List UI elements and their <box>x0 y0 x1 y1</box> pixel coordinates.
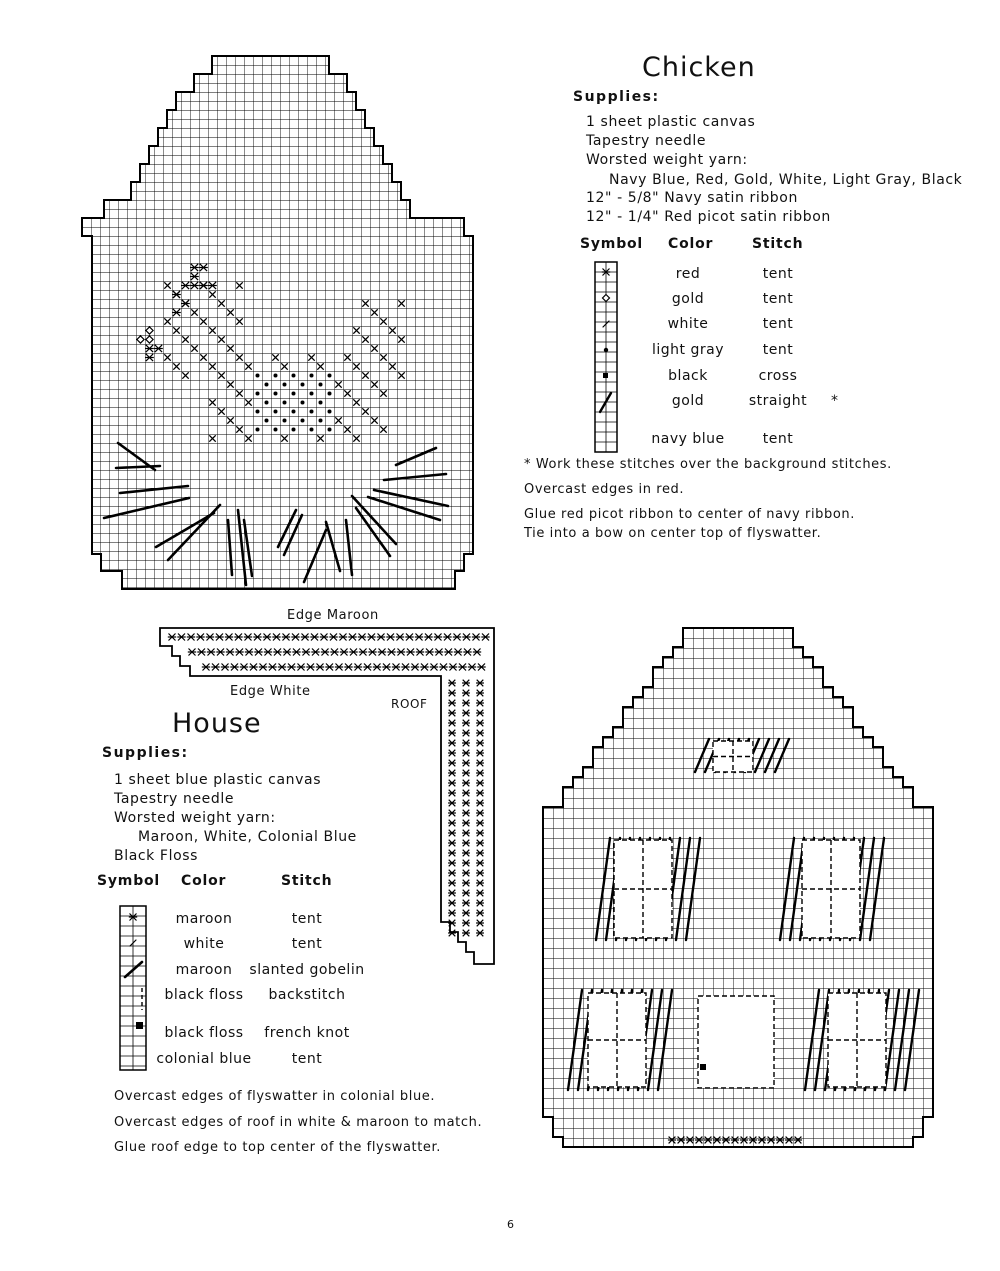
house-key-stitch: tent <box>291 1051 323 1067</box>
chicken-key-stitch: straight <box>748 393 808 409</box>
gray-stitch-dot <box>328 374 332 378</box>
chicken-key-color: light gray <box>652 342 724 358</box>
house-key-stitch: tent <box>291 911 323 927</box>
gray-stitch-dot <box>274 428 278 432</box>
chicken-note: * Work these stitches over the background stitches. <box>524 457 892 472</box>
chicken-key-stitch: tent <box>762 316 794 332</box>
page-number: 6 <box>507 1218 514 1231</box>
gray-stitch-dot <box>283 419 287 423</box>
chicken-key-stitch: tent <box>762 291 794 307</box>
house-note: Overcast edges of flyswatter in colonial blue. <box>114 1089 436 1104</box>
chicken-key-color: red <box>675 266 701 282</box>
roof-label: ROOF <box>391 697 428 711</box>
gray-stitch-dot <box>256 392 260 396</box>
house-supply-item: Maroon, White, Colonial Blue <box>138 829 357 845</box>
house-supply-item: 1 sheet blue plastic canvas <box>114 772 322 788</box>
black-cross-symbol <box>603 373 608 378</box>
gray-stitch-dot <box>301 401 305 405</box>
gray-stitch-dot <box>310 392 314 396</box>
gray-stitch-dot <box>274 410 278 414</box>
gray-stitch-dot <box>310 410 314 414</box>
house-key-color: maroon <box>175 911 233 927</box>
house-supply-item: Worsted weight yarn: <box>114 810 276 826</box>
door <box>698 996 774 1088</box>
chicken-symbol-column <box>595 262 617 452</box>
house-key-stitch: tent <box>291 936 323 952</box>
house-key-stitch: backstitch <box>268 987 346 1003</box>
gray-stitch-dot <box>292 392 296 396</box>
chicken-supply-item: 12" - 5/8" Navy satin ribbon <box>586 190 798 206</box>
window-backstitch <box>588 993 646 1087</box>
chicken-supply-item: 12" - 1/4" Red picot satin ribbon <box>586 209 831 225</box>
gray-stitch-dot <box>256 374 260 378</box>
gray-stitch-dot <box>256 428 260 432</box>
chicken-key-asterisk: * <box>831 393 839 409</box>
gray-stitch-dot <box>292 374 296 378</box>
gray-stitch-dot <box>328 428 332 432</box>
chicken-key-stitch: tent <box>762 342 794 358</box>
roof-label-edge-maroon: Edge Maroon <box>287 608 379 623</box>
gray-stitch-dot <box>319 419 323 423</box>
house-note: Glue roof edge to top center of the flyswatter. <box>114 1140 441 1155</box>
window-backstitch <box>802 840 860 938</box>
gray-stitch-dot <box>319 383 323 387</box>
gray-stitch-dot <box>283 383 287 387</box>
chicken-chart <box>82 56 473 589</box>
chicken-title: Chicken <box>642 52 756 83</box>
house-supplies-heading: Supplies: <box>102 745 189 761</box>
house-note: Overcast edges of roof in white & maroon to match. <box>114 1115 483 1130</box>
chicken-key-header-symbol: Symbol <box>580 236 644 252</box>
chicken-key-color: black <box>668 368 708 384</box>
chicken-key-stitch: tent <box>762 431 794 447</box>
gray-stitch-dot <box>274 374 278 378</box>
chicken-note: Tie into a bow on center top of flyswatter. <box>524 526 822 541</box>
door-outline <box>698 996 774 1088</box>
window-backstitch <box>713 741 753 772</box>
chicken-note: Glue red picot ribbon to center of navy ribbon. <box>524 507 855 522</box>
house-supply-item: Black Floss <box>114 848 199 864</box>
chicken-supply-item: 1 sheet plastic canvas <box>586 114 756 130</box>
house-key-stitch: slanted gobelin <box>249 962 365 978</box>
chicken-key-header-stitch: Stitch <box>752 236 804 252</box>
gray-stitch-dot <box>292 428 296 432</box>
house-key-color: colonial blue <box>156 1051 252 1067</box>
gray-stitch-dot <box>301 383 305 387</box>
gray-stitch-dot <box>265 401 269 405</box>
house-key-color: white <box>183 936 225 952</box>
chicken-supplies-heading: Supplies: <box>573 89 660 105</box>
house-key-color: black floss <box>164 1025 244 1041</box>
chicken-supply-item: Tapestry needle <box>586 133 707 149</box>
house-supply-item: Tapestry needle <box>114 791 235 807</box>
chicken-key-color: white <box>667 316 709 332</box>
house-key-color: black floss <box>164 987 244 1003</box>
gray-stitch-dot <box>292 410 296 414</box>
gray-stitch-dot <box>301 419 305 423</box>
chicken-key-stitch: cross <box>758 368 798 384</box>
window-backstitch <box>614 840 672 938</box>
gray-stitch-dot <box>265 383 269 387</box>
chicken-key-color: gold <box>671 393 705 409</box>
chicken-supply-item: Worsted weight yarn: <box>586 152 748 168</box>
window-backstitch <box>828 993 886 1087</box>
gray-stitch-dot <box>310 374 314 378</box>
house-key-header-color: Color <box>181 873 227 889</box>
gray-stitch-dot <box>328 392 332 396</box>
gray-stitch-dot <box>328 410 332 414</box>
chicken-key-header-color: Color <box>668 236 714 252</box>
gray-stitch-dot <box>265 419 269 423</box>
gray-stitch-dot <box>604 348 608 352</box>
house-title: House <box>172 708 262 739</box>
chicken-key-color: navy blue <box>651 431 725 447</box>
roof-label-edge-white: Edge White <box>230 684 311 699</box>
door-knob-french-knot <box>700 1064 706 1070</box>
house-key-color: maroon <box>175 962 233 978</box>
gray-stitch-dot <box>310 428 314 432</box>
chicken-key-stitch: tent <box>762 266 794 282</box>
gray-stitch-dot <box>256 410 260 414</box>
house-key-header-stitch: Stitch <box>281 873 333 889</box>
gray-stitch-dot <box>274 392 278 396</box>
chicken-note: Overcast edges in red. <box>524 482 685 497</box>
chicken-key-color: gold <box>671 291 705 307</box>
gray-stitch-dot <box>283 401 287 405</box>
gray-stitch-dot <box>319 401 323 405</box>
house-symbol-column <box>120 906 146 1070</box>
house-key-stitch: french knot <box>264 1025 350 1041</box>
chicken-supply-item: Navy Blue, Red, Gold, White, Light Gray, Black <box>609 172 963 188</box>
french-knot-symbol <box>136 1022 143 1029</box>
house-chart <box>543 628 933 1147</box>
house-key-header-symbol: Symbol <box>97 873 161 889</box>
